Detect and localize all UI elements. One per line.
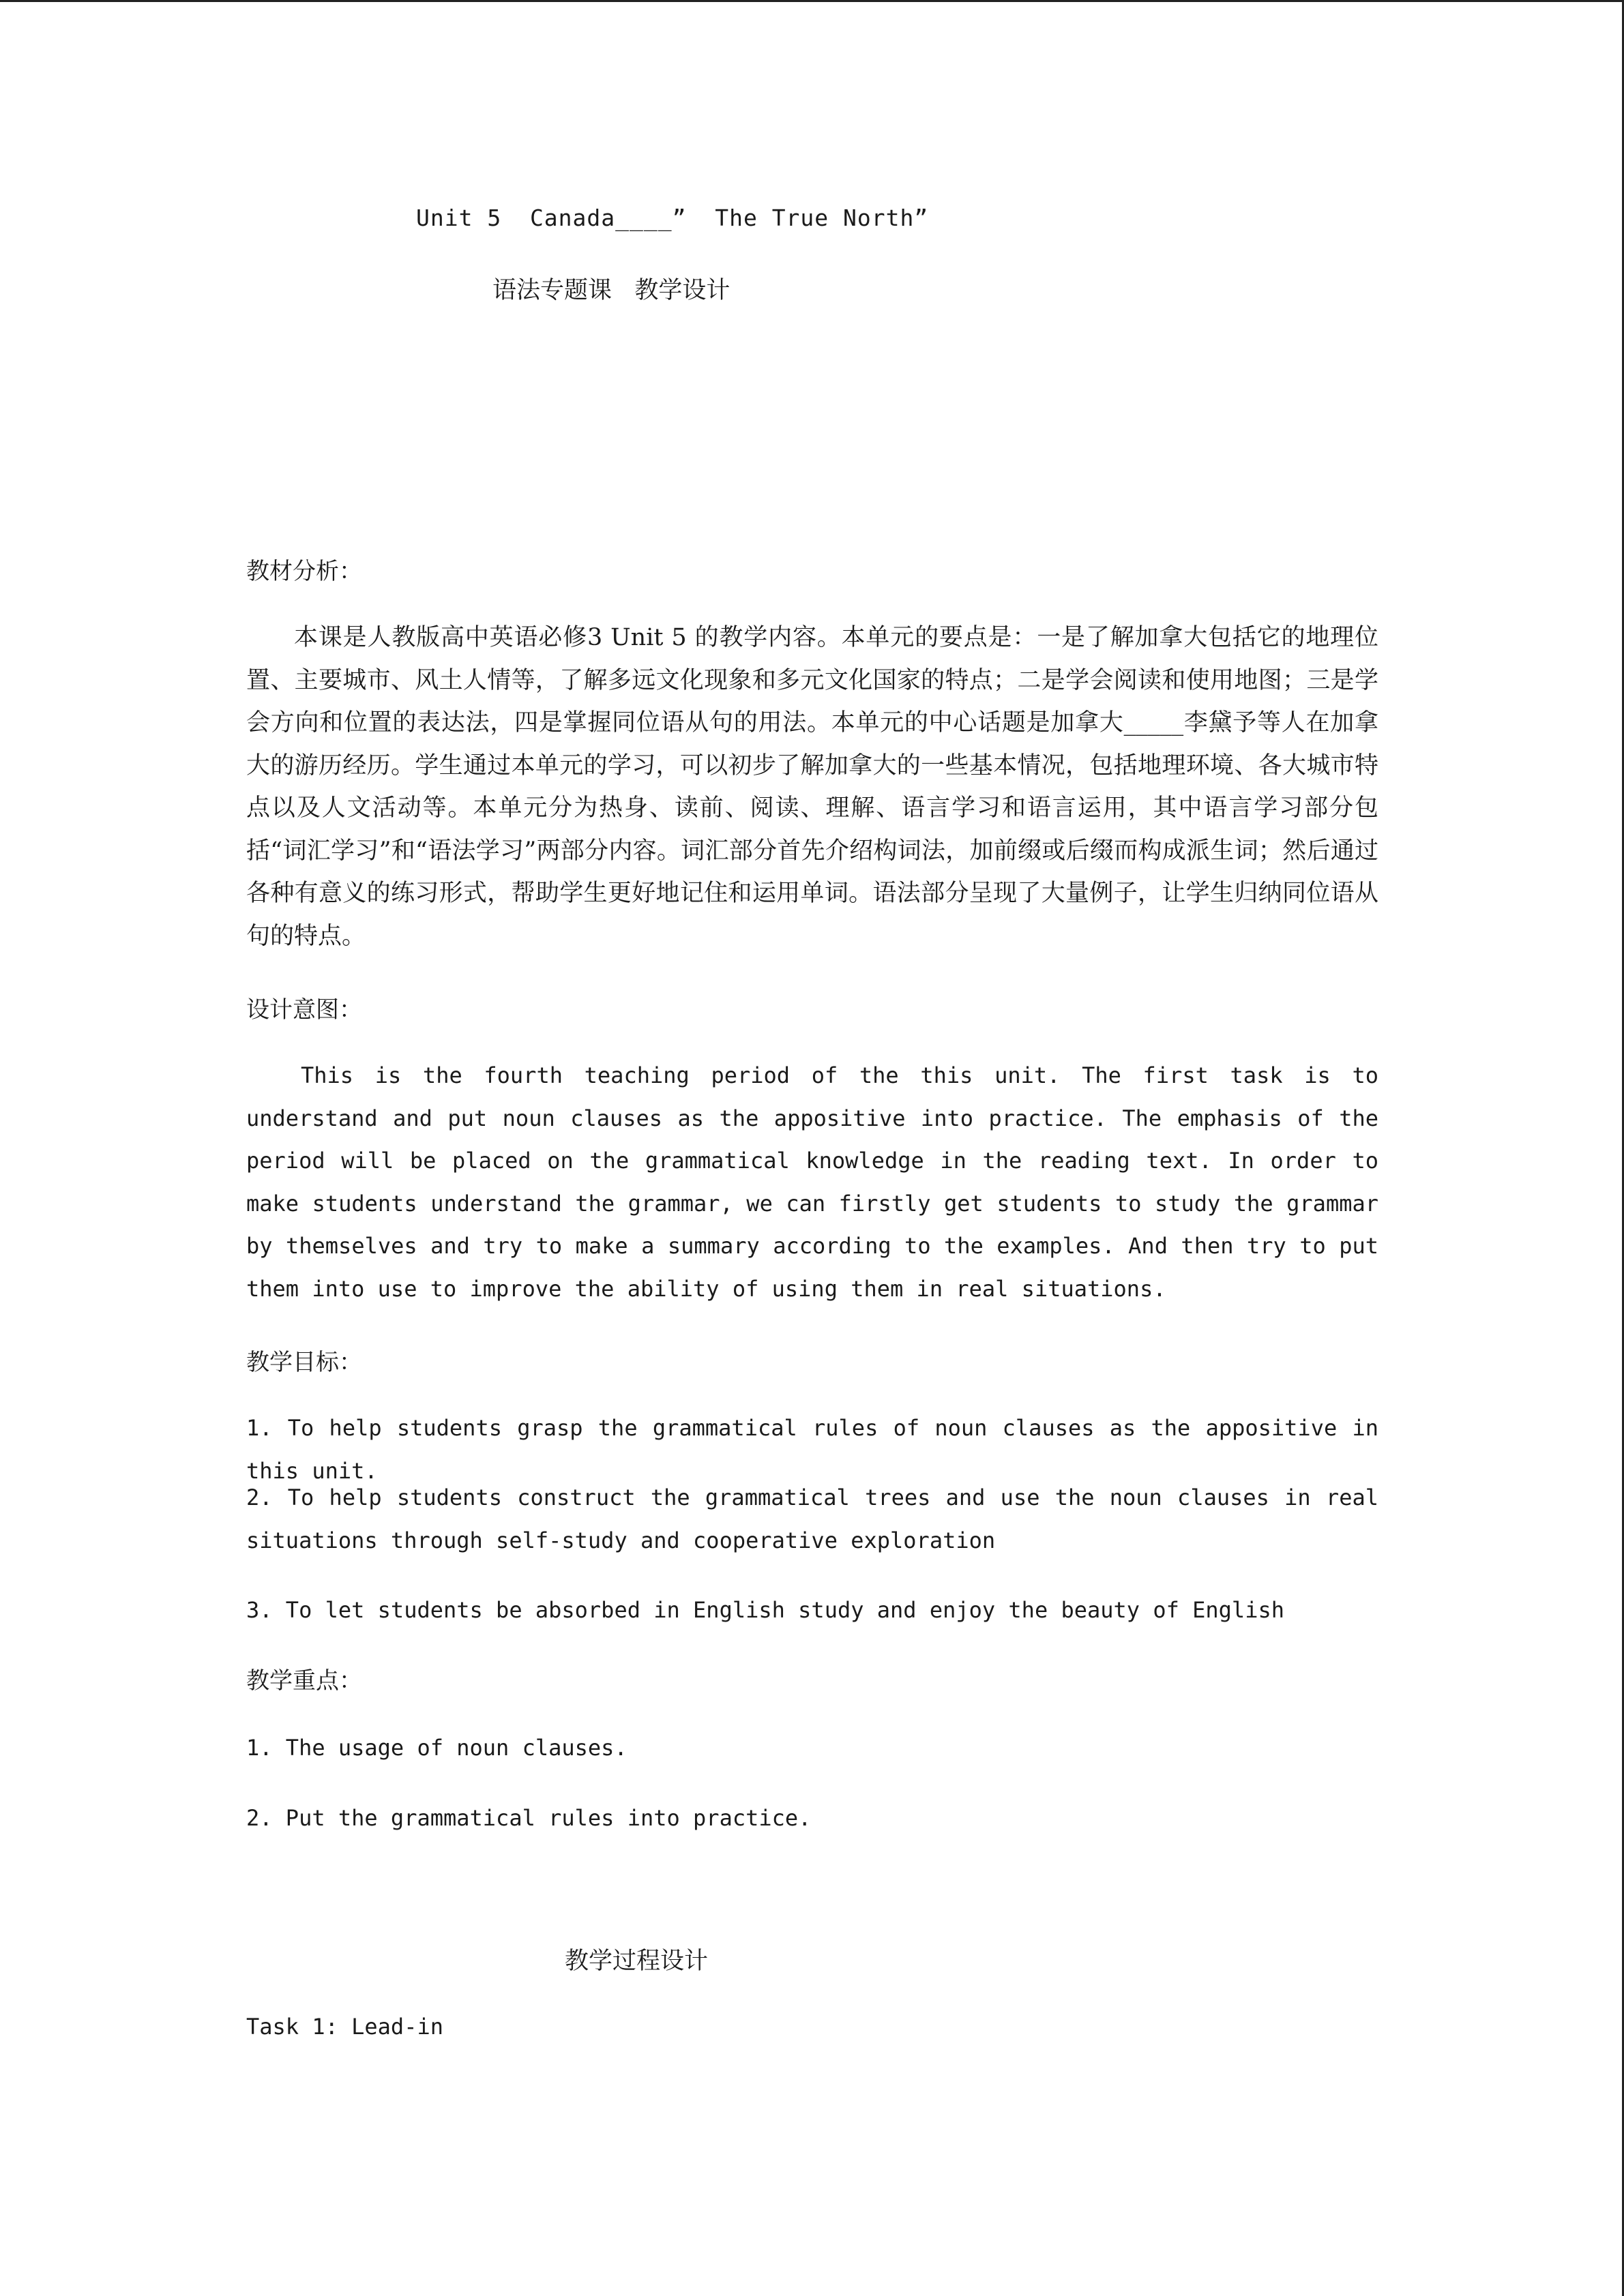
- key-point-item: 2. Put the grammatical rules into practice.: [246, 1805, 812, 1831]
- analysis-paragraph: 本课是人教版高中英语必修3 Unit 5 的教学内容。本单元的要点是：一是了解加拿大包括它的地理位置、主要城市、风土人情等，了解多远文化现象和多元文化国家的特点；二是学会阅读和使用地图；三是学会方向和位置的表达法，四是掌握同位语从句的用法。本单元的中心话题是加拿大_____李黛予等人在加拿大的游历经历。学生通过本单元的学习，可以初步了解加拿大的一些基本情况，包括地理环境、各大城市特点以及人文活动等。本单元分为热身、读前、阅读、理解、语言学习和语言运用，其中语言学习部分包括“词汇学习”和“语法学习”两部分内容。词汇部分首先介绍构词法，加前缀或后缀而构成派生词；然后通过各种有意义的练习形式，帮助学生更好地记住和运用单词。语法部分呈现了大量例子，让学生归纳同位语从句的特点。: [246, 624, 1378, 950]
- analysis-heading: 教材分析：: [246, 558, 362, 585]
- objective-item: 3. To let students be absorbed in English study and enjoy the beauty of English: [246, 1597, 1284, 1623]
- design-intent-paragraph: This is the fourth teaching period of the this unit. The first task is to understand and put noun clauses as the appositive into practice. The emphasis of the period will be placed on the grammatical knowledge in the reading text. In order to make students understand the grammar, we can firstly get students to study the grammar by themselves and try to make a summary according to the examples. And then try to put them into use to improve the ability of using them in real situations.: [246, 1062, 1378, 1302]
- objective-item: 2. To help students construct the grammatical trees and use the noun clauses in real situations through self-study and cooperative exploration: [246, 1485, 1378, 1553]
- document-subtitle: 语法专题课 教学设计: [492, 277, 730, 304]
- objectives-heading: 教学目标：: [246, 1349, 362, 1376]
- objective-item: 1. To help students grasp the grammatical rules of noun clauses as the appositive in this unit.: [246, 1415, 1378, 1484]
- document-title: Unit 5 Canada____” The True North”: [416, 205, 929, 231]
- key-points-heading: 教学重点：: [246, 1667, 362, 1695]
- process-heading: 教学过程设计: [565, 1948, 709, 1975]
- key-point-item: 1. The usage of noun clauses.: [246, 1735, 628, 1761]
- top-border-line: [0, 0, 1624, 2]
- design-intent-heading: 设计意图：: [246, 996, 362, 1024]
- task-label: Task 1: Lead-in: [246, 2014, 443, 2040]
